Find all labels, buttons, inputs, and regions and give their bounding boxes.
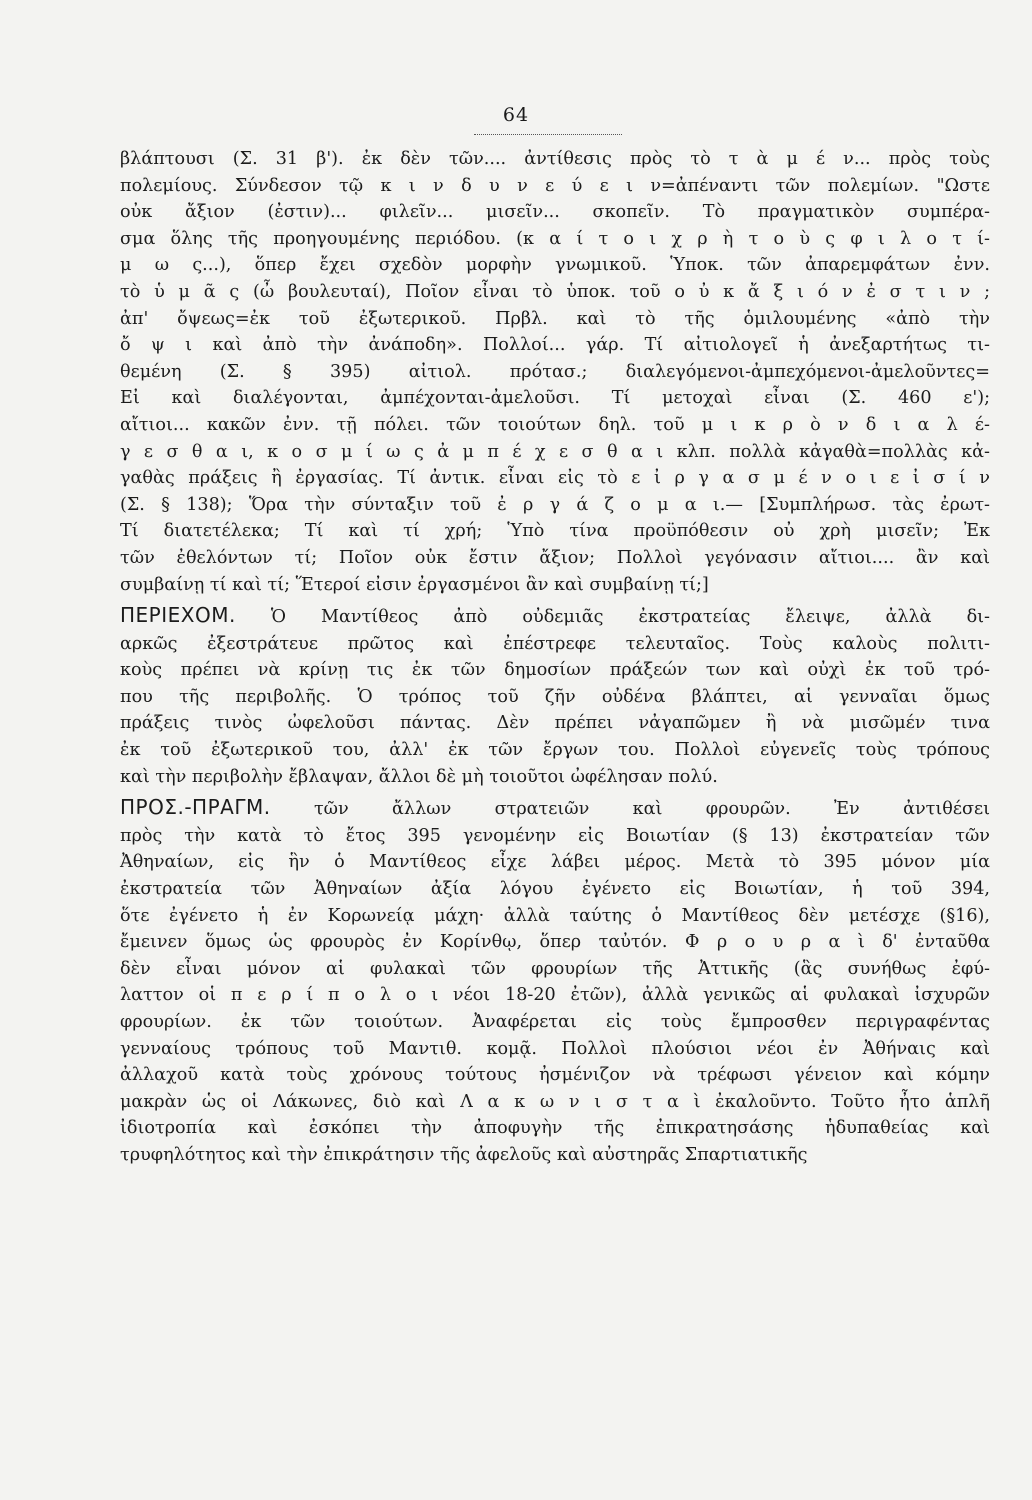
text-line: δὲν εἶναι μόνον αἱ φυλακαὶ τῶν φρουρίων τῆς Ἀττικῆς (ἃς συνήθως ἐφύ- [120, 958, 990, 979]
text-line: καὶ τὴν περιβολὴν ἔβλαψαν, ἄλλοι δὲ μὴ τοιοῦτοι ὠφέλησαν πολύ. [120, 766, 718, 787]
text-line: πολεμίους. Σύνδεσον τῷ κ ι ν δ υ ν ε ύ ε ι ν=ἀπέναντι τῶν πολεμίων. "Ωστε [120, 175, 990, 196]
text-line: σμα ὅλης τῆς προηγουμένης περιόδου. (κ α ί τ ο ι χ ρ ὴ τ ο ὺ ς φ ι λ ο τ ί- [120, 228, 990, 249]
text-line: κοὺς πρέπει νὰ κρίνῃ τις ἐκ τῶν δημοσίων πράξεών των καὶ οὐχὶ ἐκ τοῦ τρό- [120, 660, 990, 681]
text-line: ἀπ' ὄψεως=ἐκ τοῦ ἐξωτερικοῦ. Πρβλ. καὶ τὸ τῆς ὁμιλουμένης «ἀπὸ τὴν [120, 308, 990, 329]
text-line: θεμένη (Σ. § 395) αἰτιολ. πρότασ.; διαλεγόμενοι-ἀμπεχόμενοι-ἀμελοῦντες= [120, 361, 990, 382]
text-line: (Σ. § 138); Ὅρα τὴν σύνταξιν τοῦ ἐ ρ γ ά ζ ο μ α ι.— [Συμπλήρωσ. τὰς ἐρωτ- [120, 494, 990, 515]
paragraph-facts [120, 794, 990, 1168]
text-line: φρουρίων. ἐκ τῶν τοιούτων. Ἀναφέρεται εἰς τοὺς ἔμπροσθεν περιγραφέντας [120, 1012, 990, 1032]
text-line: πρὸς τὴν κατὰ τὸ ἔτος 395 γενομένην εἰς Βοιωτίαν (§ 13) ἐκστρατείαν τῶν [120, 825, 990, 846]
paragraph-contents [120, 602, 990, 790]
text-line: συμβαίνῃ τί καὶ τί; Ἕτεροί εἰσιν ἐργασμένοι ἂν καὶ συμβαίνῃ τί;] [120, 574, 709, 595]
text-line: Τί διατετέλεκα; Τί καὶ τί χρή; Ὑπὸ τίνα προϋπόθεσιν οὐ χρὴ μισεῖν; Ἐκ [120, 521, 990, 542]
text-line: ἔμεινεν ὅμως ὡς φρουρὸς ἐν Κορίνθῳ, ὅπερ ταὐτόν. Φ ρ ο υ ρ α ὶ δ' ἐνταῦθα [120, 932, 990, 953]
section-heading: ΠΕΡΙΕΧΟΜ. [120, 603, 236, 628]
page-number: 64 [502, 104, 530, 126]
text-line: τὸ ὑ μ ᾶ ς (ὦ βουλευταί), Ποῖον εἶναι τὸ ὑποκ. τοῦ ο ὐ κ ἄ ξ ι ό ν ἐ σ τ ι ν ; [120, 281, 990, 302]
text-line: μ ω ς...), ὅπερ ἔχει σχεδὸν μορφὴν γνωμικοῦ. Ὑποκ. τῶν ἀπαρεμφάτων ἐνν. [120, 255, 990, 276]
text-line: Ὁ Μαντίθεος ἀπὸ οὐδεμιᾶς ἐκστρατείας ἔλειψε, ἀλλὰ δι- [270, 607, 991, 628]
text-line: ὄ ψ ι καὶ ἀπὸ τὴν ἀνάποδη». Πολλοί... γάρ. Τί αἰτιολογεῖ ἡ ἀνεξαρτήτως τι- [120, 335, 990, 356]
text-line: οὐκ ἄξιον (ἐστιν)... φιλεῖν... μισεῖν... σκοπεῖν. Τὸ πραγματικὸν συμπέρα- [120, 202, 990, 223]
text-line: ἐκ τοῦ ἐξωτερικοῦ του, ἀλλ' ἐκ τῶν ἔργων του. Πολλοὶ εὐγενεῖς τοὺς τρόπους [120, 740, 990, 761]
text-line: ἰδιοτροπία καὶ ἐσκόπει τὴν ἀποφυγὴν τῆς ἐπικρατησάσης ἡδυπαθείας καὶ [120, 1118, 990, 1139]
text-line: τῶν ἄλλων στρατειῶν καὶ φρουρῶν. Ἐν ἀντιθέσει [313, 799, 991, 820]
text-line: τρυφηλότητος καὶ τὴν ἐπικράτησιν τῆς ἀφελοῦς καὶ αὐστηρᾶς Σπαρτιατικῆς [120, 1144, 808, 1165]
text-line: αἴτιοι... κακῶν ἐνν. τῇ πόλει. τῶν τοιούτων δηλ. τοῦ μ ι κ ρ ὸ ν δ ι α λ έ- [120, 414, 990, 435]
text-line: πράξεις τινὸς ὠφελοῦσι πάντας. Δὲν πρέπει νἀγαπῶμεν ἢ νὰ μισῶμέν τινα [120, 713, 990, 734]
text-line: γαθὰς πράξεις ἢ ἐργασίας. Τί ἀντικ. εἶναι εἰς τὸ ε ἰ ρ γ α σ μ έ ν ο ι ε ἰ σ ί ν [120, 468, 990, 489]
text-line: ὅτε ἐγένετο ἡ ἐν Κορωνείᾳ μάχη· ἀλλὰ ταύτης ὁ Μαντίθεος δὲν μετέσχε (§16), [120, 905, 990, 926]
text-line: γ ε σ θ α ι, κ ο σ μ ί ω ς ἀ μ π έ χ ε σ θ α ι κλπ. πολλὰ κἀγαθὰ=πολλὰς κἀ- [120, 441, 990, 462]
text-line: γενναίους τρόπους τοῦ Μαντιθ. κομᾷ. Πολλοὶ πλούσιοι νέοι ἐν Ἀθήναις καὶ [120, 1038, 990, 1059]
text-line: Εἰ καὶ διαλέγονται, ἀμπέχονται-ἀμελοῦσι. Τί μετοχαὶ εἶναι (Σ. 460 ε'); [120, 388, 990, 409]
page-body [120, 146, 990, 1169]
text-line: ἀλλαχοῦ κατὰ τοὺς χρόνους τούτους ἠσμένιζον νὰ τρέφωσι γένειον καὶ κόμην [120, 1065, 990, 1086]
text-line: ἐκστρατεία τῶν Ἀθηναίων ἀξία λόγου ἐγένετο εἰς Βοιωτίαν, ἡ τοῦ 394, [120, 879, 990, 900]
text-line: βλάπτουσι (Σ. 31 β'). ἐκ δὲν τῶν.... ἀντίθεσις πρὸς τὸ τ ὰ μ έ ν... πρὸς τοὺς [120, 149, 990, 169]
text-line: Ἀθηναίων, εἰς ἣν ὁ Μαντίθεος εἶχε λάβει μέρος. Μετὰ τὸ 395 μόνον μία [120, 852, 990, 873]
text-line: λαττον οἱ π ε ρ ί π ο λ ο ι νέοι 18-20 ἐτῶν), ἀλλὰ γενικῶς αἱ φυλακαὶ ἰσχυρῶν [120, 985, 990, 1006]
paragraph-notes [120, 146, 990, 598]
text-line: αρκῶς ἐξεστράτευε πρῶτος καὶ ἐπέστρεφε τελευταῖος. Τοὺς καλοὺς πολιτι- [120, 633, 990, 654]
text-line: που τῆς περιβολῆς. Ὁ τρόπος τοῦ ζῆν οὐδένα βλάπτει, αἱ γενναῖαι ὅμως [120, 686, 990, 707]
section-heading: ΠΡΟΣ.-ΠΡΑΓΜ. [120, 795, 271, 820]
text-line: τῶν ἐθελόντων τί; Ποῖον οὐκ ἔστιν ἄξιον; Πολλοὶ γεγόνασιν αἴτιοι.... ἂν καὶ [120, 547, 990, 568]
text-line: μακρὰν ὡς οἱ Λάκωνες, διὸ καὶ Λ α κ ω ν ι σ τ α ὶ ἐκαλοῦντο. Τοῦτο ἦτο ἁπλῆ [120, 1091, 990, 1112]
header-divider [474, 134, 622, 135]
